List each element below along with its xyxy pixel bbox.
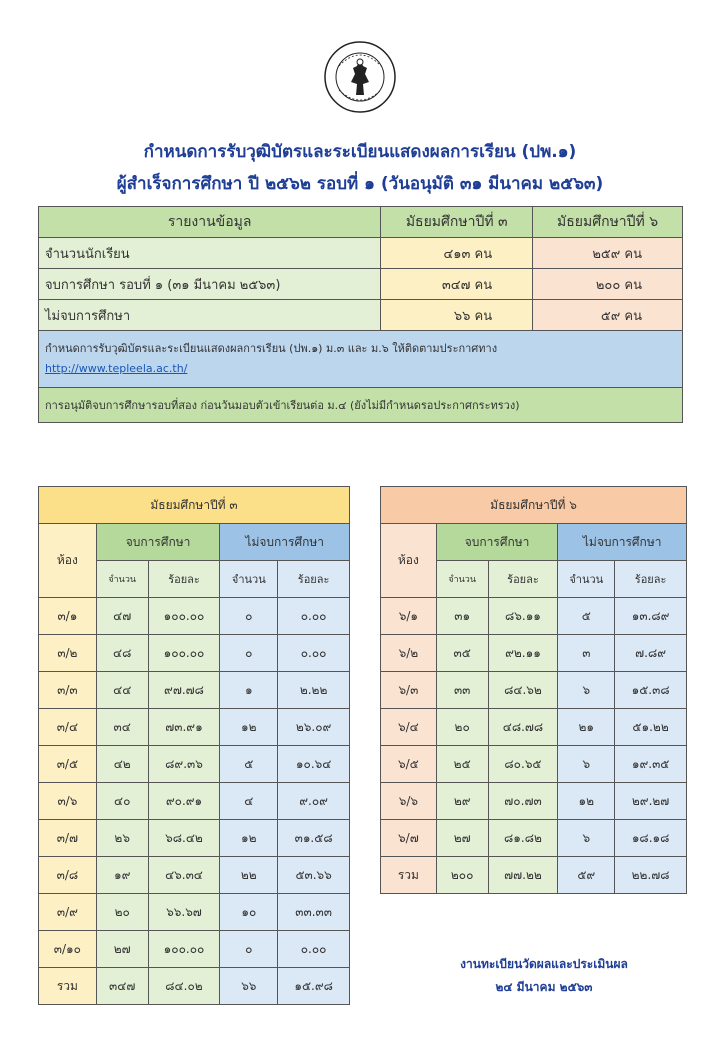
not-graduated-percent-cell: ๑๓.๘๙ [615, 598, 687, 635]
not-graduated-percent-cell: ๑๕.๙๘ [278, 968, 350, 1005]
announcement-note [39, 331, 683, 388]
room-cell: ๖/๒ [381, 635, 437, 672]
summary-m3-value: ๖๖ คน [381, 300, 533, 331]
graduated-percent-cell: ๙๒.๑๑ [488, 635, 558, 672]
graduated-percent-cell: ๘๐.๖๕ [488, 746, 558, 783]
graduated-percent-cell: ๗๐.๗๓ [488, 783, 558, 820]
m3-table-caption: มัธยมศึกษาปีที่ ๓ [39, 487, 350, 524]
not-graduated-count-cell: ๕๙ [558, 857, 615, 894]
graduated-count-cell: ๒๐๐ [436, 857, 488, 894]
room-cell: ๖/๑ [381, 598, 437, 635]
room-cell: ๓/๔ [39, 709, 97, 746]
page-title: กำหนดการรับวุฒิบัตรและระเบียนแสดงผลการเรียน (ปพ.๑) [143, 142, 577, 162]
summary-m3-value: ๔๑๓ คน [381, 238, 533, 269]
graduated-percent-cell: ๙๐.๙๑ [148, 783, 220, 820]
not-graduated-count-cell: ๑๒ [558, 783, 615, 820]
table-row [381, 598, 687, 635]
table-row [39, 635, 350, 672]
percent-header: ร้อยละ [488, 561, 558, 598]
not-graduated-count-cell: ๐ [220, 598, 278, 635]
not-graduated-percent-cell: ๕๓.๖๖ [278, 857, 350, 894]
graduated-percent-cell: ๙๗.๗๘ [148, 672, 220, 709]
not-graduated-percent-cell: ๑๘.๑๘ [615, 820, 687, 857]
graduated-count-cell: ๒๗ [436, 820, 488, 857]
not-graduated-count-cell: ๖ [558, 820, 615, 857]
graduated-percent-cell: ๘๙.๓๖ [148, 746, 220, 783]
not-graduated-percent-cell: ๕๑.๒๒ [615, 709, 687, 746]
table-row [381, 709, 687, 746]
table-row [381, 783, 687, 820]
table-row [39, 931, 350, 968]
room-cell: ๓/๑๐ [39, 931, 97, 968]
summary-m6-value: ๒๐๐ คน [533, 269, 683, 300]
room-cell: ๓/๑ [39, 598, 97, 635]
school-website-link[interactable]: http://www.tepleela.ac.th/ [45, 362, 188, 375]
graduated-count-cell: ๓๓ [436, 672, 488, 709]
room-cell: ๖/๔ [381, 709, 437, 746]
room-cell: ๓/๕ [39, 746, 97, 783]
count-header: จำนวน [96, 561, 148, 598]
table-row [381, 857, 687, 894]
summary-row [39, 238, 683, 269]
summary-header-m3: มัธยมศึกษาปีที่ ๓ [381, 207, 533, 238]
not-graduated-percent-cell: ๐.๐๐ [278, 635, 350, 672]
graduated-count-cell: ๓๕ [436, 635, 488, 672]
summary-table [38, 206, 683, 423]
not-graduated-percent-cell: ๓๑.๕๘ [278, 820, 350, 857]
room-cell: รวม [381, 857, 437, 894]
table-row [39, 746, 350, 783]
graduated-percent-cell: ๘๖.๑๑ [488, 598, 558, 635]
summary-m3-value: ๓๔๗ คน [381, 269, 533, 300]
not-graduated-percent-cell: ๙.๐๙ [278, 783, 350, 820]
announcement-text: กำหนดการรับวุฒิบัตรและระเบียนแสดงผลการเรียน (ปพ.๑) ม.๓ และ ม.๖ ให้ติดตามประกาศทาง [45, 342, 498, 355]
summary-row [39, 269, 683, 300]
table-row [381, 635, 687, 672]
not-graduated-percent-cell: ๐.๐๐ [278, 931, 350, 968]
not-graduated-percent-cell: ๒.๒๒ [278, 672, 350, 709]
table-row [381, 820, 687, 857]
summary-label: จำนวนนักเรียน [39, 238, 381, 269]
summary-label: จบการศึกษา รอบที่ ๑ (๓๑ มีนาคม ๒๕๖๓) [39, 269, 381, 300]
room-cell: ๓/๒ [39, 635, 97, 672]
graduated-count-cell: ๒๖ [96, 820, 148, 857]
not-graduated-count-cell: ๖๖ [220, 968, 278, 1005]
graduated-count-cell: ๔๘ [96, 635, 148, 672]
not-graduated-count-cell: ๕ [220, 746, 278, 783]
table-row [39, 783, 350, 820]
table-row [39, 968, 350, 1005]
summary-header-info: รายงานข้อมูล [39, 207, 381, 238]
not-graduated-percent-cell: ๒๖.๐๙ [278, 709, 350, 746]
not-graduated-count-cell: ๔ [220, 783, 278, 820]
table-row [39, 709, 350, 746]
graduated-percent-cell: ๔๘.๗๘ [488, 709, 558, 746]
table-row [381, 746, 687, 783]
table-row [39, 857, 350, 894]
room-cell: ๓/๓ [39, 672, 97, 709]
not-graduated-count-cell: ๑ [220, 672, 278, 709]
graduated-percent-cell: ๗๗.๒๒ [488, 857, 558, 894]
not-graduated-percent-cell: ๒๙.๒๗ [615, 783, 687, 820]
not-graduated-count-cell: ๑๒ [220, 820, 278, 857]
graduated-percent-cell: ๑๐๐.๐๐ [148, 598, 220, 635]
footer-date: ๒๔ มีนาคม ๒๕๖๓ [495, 980, 593, 994]
not-graduated-count-cell: ๐ [220, 635, 278, 672]
percent-header: ร้อยละ [278, 561, 350, 598]
footer-department: งานทะเบียนวัดผลและประเมินผล [460, 957, 628, 971]
room-cell: ๖/๗ [381, 820, 437, 857]
not-graduated-count-cell: ๒๒ [220, 857, 278, 894]
summary-header-m6: มัธยมศึกษาปีที่ ๖ [533, 207, 683, 238]
graduated-count-cell: ๓๑ [436, 598, 488, 635]
graduated-percent-cell: ๑๐๐.๐๐ [148, 635, 220, 672]
not-graduated-percent-cell: ๑๕.๓๘ [615, 672, 687, 709]
m6-detail-table [380, 486, 687, 894]
count-header: จำนวน [558, 561, 615, 598]
not-graduated-count-cell: ๑๐ [220, 894, 278, 931]
not-graduated-count-cell: ๐ [220, 931, 278, 968]
summary-label: ไม่จบการศึกษา [39, 300, 381, 331]
not-graduated-percent-cell: ๓๓.๓๓ [278, 894, 350, 931]
not-graduated-count-cell: ๖ [558, 746, 615, 783]
count-header: จำนวน [220, 561, 278, 598]
table-row [381, 672, 687, 709]
room-cell: ๖/๕ [381, 746, 437, 783]
not-graduated-percent-cell: ๗.๘๙ [615, 635, 687, 672]
not-graduated-header: ไม่จบการศึกษา [558, 524, 687, 561]
percent-header: ร้อยละ [615, 561, 687, 598]
table-row [39, 598, 350, 635]
graduated-percent-cell: ๘๔.๖๒ [488, 672, 558, 709]
room-cell: ๓/๗ [39, 820, 97, 857]
table-row [39, 894, 350, 931]
m6-table-caption: มัธยมศึกษาปีที่ ๖ [381, 487, 687, 524]
graduated-percent-cell: ๘๑.๘๒ [488, 820, 558, 857]
not-graduated-count-cell: ๒๑ [558, 709, 615, 746]
graduated-count-cell: ๔๔ [96, 672, 148, 709]
not-graduated-count-cell: ๓ [558, 635, 615, 672]
graduated-count-cell: ๒๗ [96, 931, 148, 968]
graduated-count-cell: ๒๕ [436, 746, 488, 783]
graduated-percent-cell: ๖๖.๖๗ [148, 894, 220, 931]
room-cell: ๓/๘ [39, 857, 97, 894]
not-graduated-percent-cell: ๑๐.๖๔ [278, 746, 350, 783]
not-graduated-percent-cell: ๑๙.๓๕ [615, 746, 687, 783]
second-round-note: การอนุมัติจบการศึกษารอบที่สอง ก่อนวันมอบตัวเข้าเรียนต่อ ม.๔ (ยังไม่มีกำหนดรอประกาศกระทรวง) [39, 388, 683, 423]
graduated-header: จบการศึกษา [436, 524, 558, 561]
not-graduated-count-cell: ๑๒ [220, 709, 278, 746]
not-graduated-header: ไม่จบการศึกษา [220, 524, 350, 561]
room-cell: ๖/๓ [381, 672, 437, 709]
graduated-count-cell: ๒๐ [96, 894, 148, 931]
room-cell: ๓/๙ [39, 894, 97, 931]
not-graduated-count-cell: ๕ [558, 598, 615, 635]
table-row [39, 820, 350, 857]
percent-header: ร้อยละ [148, 561, 220, 598]
graduated-count-cell: ๑๙ [96, 857, 148, 894]
graduated-percent-cell: ๘๔.๐๒ [148, 968, 220, 1005]
graduated-header: จบการศึกษา [96, 524, 220, 561]
page-subtitle: ผู้สำเร็จการศึกษา ปี ๒๕๖๒ รอบที่ ๑ (วันอนุมัติ ๓๑ มีนาคม ๒๕๖๓) [116, 174, 604, 194]
room-cell: รวม [39, 968, 97, 1005]
not-graduated-count-cell: ๖ [558, 672, 615, 709]
graduated-count-cell: ๓๔๗ [96, 968, 148, 1005]
room-header: ห้อง [39, 524, 97, 598]
not-graduated-percent-cell: ๐.๐๐ [278, 598, 350, 635]
graduated-count-cell: ๒๙ [436, 783, 488, 820]
table-row [39, 672, 350, 709]
not-graduated-percent-cell: ๒๒.๗๘ [615, 857, 687, 894]
graduated-percent-cell: ๔๖.๓๔ [148, 857, 220, 894]
room-header: ห้อง [381, 524, 437, 598]
m3-detail-table [38, 486, 350, 1005]
school-logo-icon [323, 40, 397, 114]
count-header: จำนวน [436, 561, 488, 598]
room-cell: ๖/๖ [381, 783, 437, 820]
summary-m6-value: ๒๕๙ คน [533, 238, 683, 269]
summary-row [39, 300, 683, 331]
graduated-count-cell: ๒๐ [436, 709, 488, 746]
graduated-percent-cell: ๗๓.๙๑ [148, 709, 220, 746]
graduated-count-cell: ๓๔ [96, 709, 148, 746]
room-cell: ๓/๖ [39, 783, 97, 820]
graduated-percent-cell: ๖๘.๔๒ [148, 820, 220, 857]
graduated-count-cell: ๔๐ [96, 783, 148, 820]
graduated-count-cell: ๔๗ [96, 598, 148, 635]
summary-m6-value: ๕๙ คน [533, 300, 683, 331]
graduated-percent-cell: ๑๐๐.๐๐ [148, 931, 220, 968]
graduated-count-cell: ๔๒ [96, 746, 148, 783]
